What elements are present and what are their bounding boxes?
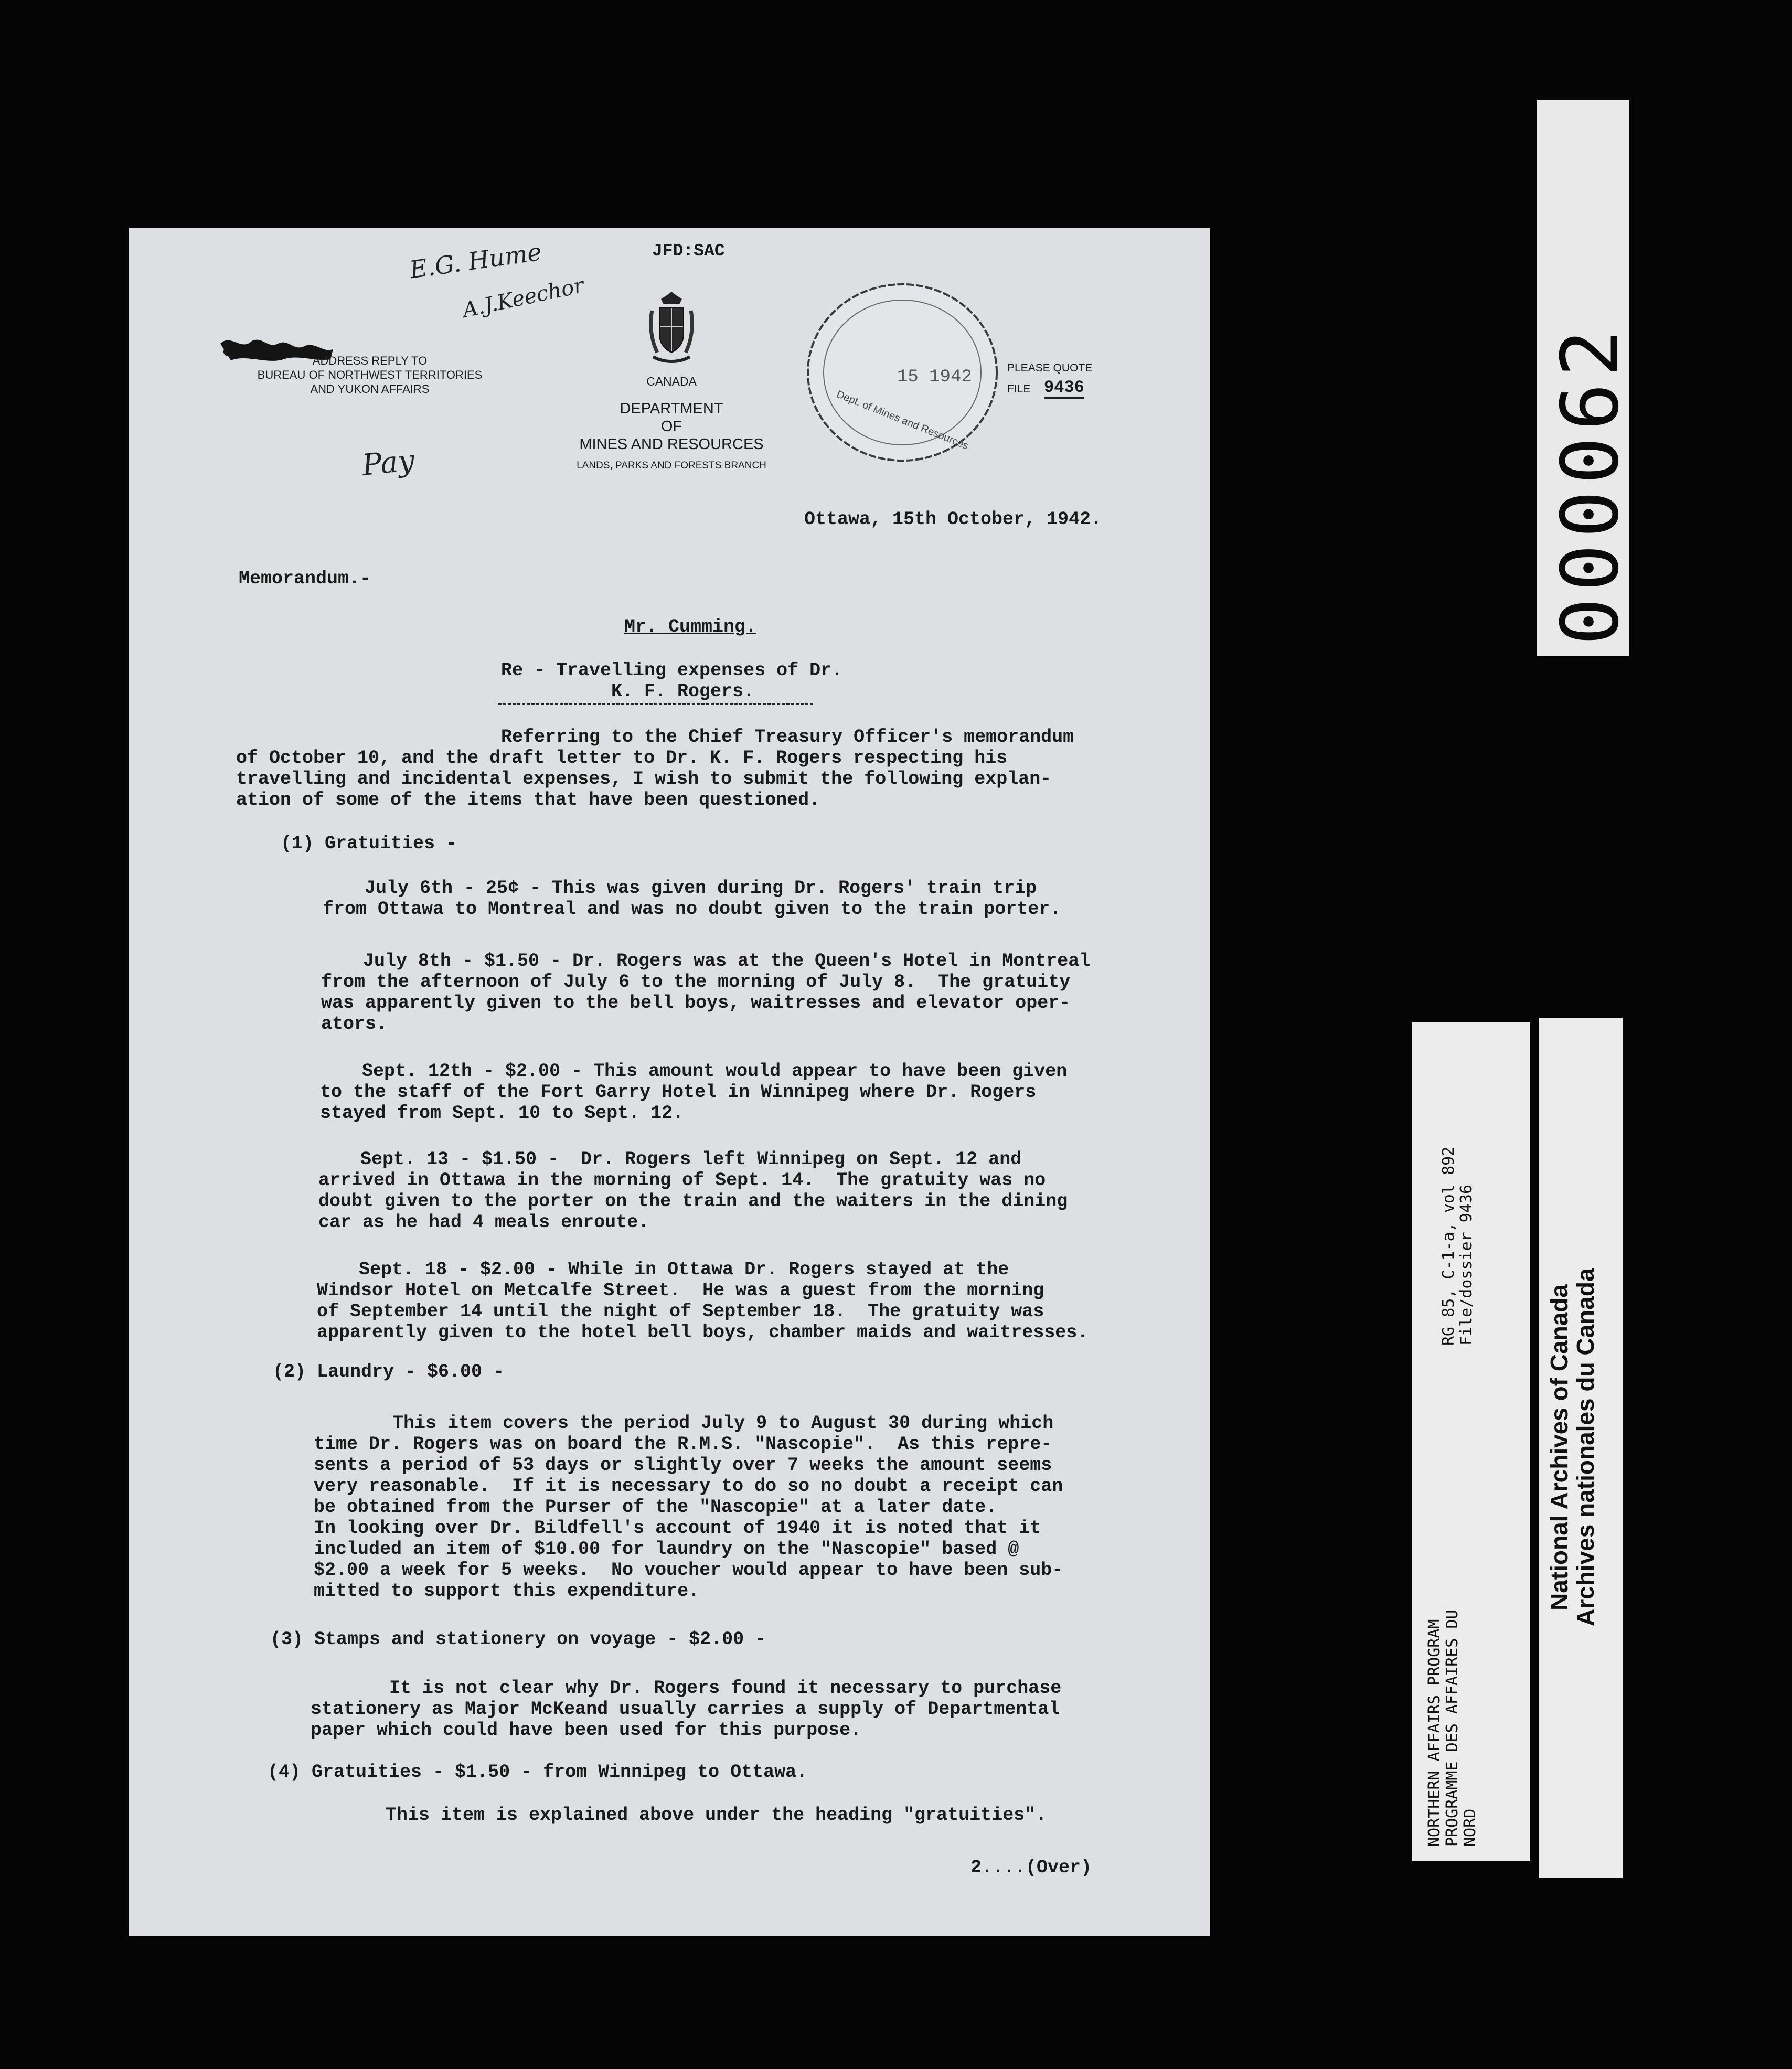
heading-gratuities-winnipeg: (4) Gratuities - $1.50 - from Winnipeg to Ottawa. (268, 1762, 808, 1783)
paragraph-stationery: It is not clear why Dr. Rogers found it necessary to purchase stationery as Major McKeand usually carries a supply of Departmental paper which could have been used for this purpose. (311, 1678, 1062, 1741)
intro-paragraph: Referring to the Chief Treasury Officer's memorandum of October 10, and the draft letter to Dr. K. F. Rogers respecting his travelling and incidental expenses, I wish to submit the following explan- ation of some of the items that have been questioned. (236, 727, 1074, 810)
paragraph-sept-12: Sept. 12th - $2.00 - This amount would appear to have been given to the staff of the Fort Garry Hotel in Winnipeg where Dr. Rogers stayed from Sept. 10 to Sept. 12. (320, 1061, 1068, 1124)
frame-number: 000062 (1545, 323, 1636, 645)
memorandum-heading: Memorandum.- (239, 568, 371, 589)
archive-reference: RG 85, C-1-a, vol 892 File/dossier 9436 (1439, 1146, 1476, 1346)
paragraph-gratuities-note: This item is explained above under the heading "gratuities". (386, 1805, 1047, 1826)
paragraph-july-6: July 6th - 25¢ - This was given during Dr. Rogers' train trip from Ottawa to Montreal and was no doubt given to the train porter. (323, 878, 1061, 920)
stamp-organization: Dept. of Mines and Resources (835, 388, 970, 452)
paragraph-sept-18: Sept. 18 - $2.00 - While in Ottawa Dr. Rogers stayed at the Windsor Hotel on Metcalfe Street. He was a guest from the morning of September 14 until the night of September 18. The gratuity was apparently given to the hotel bell boys, chamber maids and waitresses. (317, 1259, 1089, 1343)
file-label: FILE (1007, 383, 1031, 395)
coat-of-arms-icon (648, 290, 695, 368)
handwritten-initials-1: E.G. Hume (408, 237, 543, 284)
archive-program: NORTHERN AFFAIRS PROGRAM PROGRAMME DES AFFAIRES DU NORD (1425, 1609, 1479, 1847)
heading-gratuities: (1) Gratuities - (281, 833, 457, 854)
paragraph-july-8: July 8th - $1.50 - Dr. Rogers was at the Queen's Hotel in Montreal from the afternoon of July 6 to the morning of July 8. The gratuity was apparently given to the bell boys, waitresses and elevator oper- ators. (321, 951, 1091, 1034)
paragraph-sept-13: Sept. 13 - $1.50 - Dr. Rogers left Winnipeg on Sept. 12 and arrived in Ottawa in the morning of Sept. 14. The gratuity was no doubt given to the porter on the train and the waiters in the dining car as he had 4 meals enroute. (318, 1149, 1068, 1233)
stamp-date: 15 1942 (897, 367, 972, 387)
file-number: 9436 (1044, 378, 1084, 399)
letterhead-branch: LANDS, PARKS AND FORESTS BRANCH (577, 460, 766, 471)
letterhead-department: DEPARTMENT OF MINES AND RESOURCES (579, 400, 764, 453)
please-quote-label: PLEASE QUOTE (1007, 362, 1093, 374)
letterhead-country: CANADA (646, 375, 697, 388)
address-reply-block: ADDRESS REPLY TO BUREAU OF NORTHWEST TERRITORIES AND YUKON AFFAIRS (257, 354, 483, 396)
paragraph-laundry: This item covers the period July 9 to August 30 during which time Dr. Rogers was on board the R.M.S. "Nascopie". As this repre- sents a period of 53 days or slightly over 7 weeks the amount seems very reasonable. If it is necessary to do so no doubt a receipt can be obtained from the Purser of the "Nascopie" at a later date. In looking over Dr. Bildfell's account of 1940 it is noted that it included an item of $10.00 for laundry on the "Nascopie" based @ $2.00 a week for 5 weeks. No voucher would appear to have been sub- mitted to support this expenditure. (314, 1413, 1063, 1602)
heading-stamps-stationery: (3) Stamps and stationery on voyage - $2.00 - (270, 1629, 766, 1650)
date-line: Ottawa, 15th October, 1942. (804, 509, 1102, 530)
handwritten-note: Pay (360, 443, 417, 483)
handwritten-initials-2: A.J.Keechor (460, 273, 586, 323)
subject-line-2: K. F. Rogers. (611, 681, 755, 702)
archive-name-en: National Archives of Canada (1545, 1284, 1573, 1611)
archive-name-fr: Archives nationales du Canada (1572, 1268, 1599, 1626)
reference-code: JFD:SAC (652, 241, 725, 261)
subject-line-1: Re - Travelling expenses of Dr. (501, 660, 843, 681)
subject-underline (498, 703, 813, 705)
addressee: Mr. Cumming. (624, 616, 757, 637)
heading-laundry: (2) Laundry - $6.00 - (273, 1361, 505, 1382)
page-continuation: 2....(Over) (970, 1857, 1092, 1878)
